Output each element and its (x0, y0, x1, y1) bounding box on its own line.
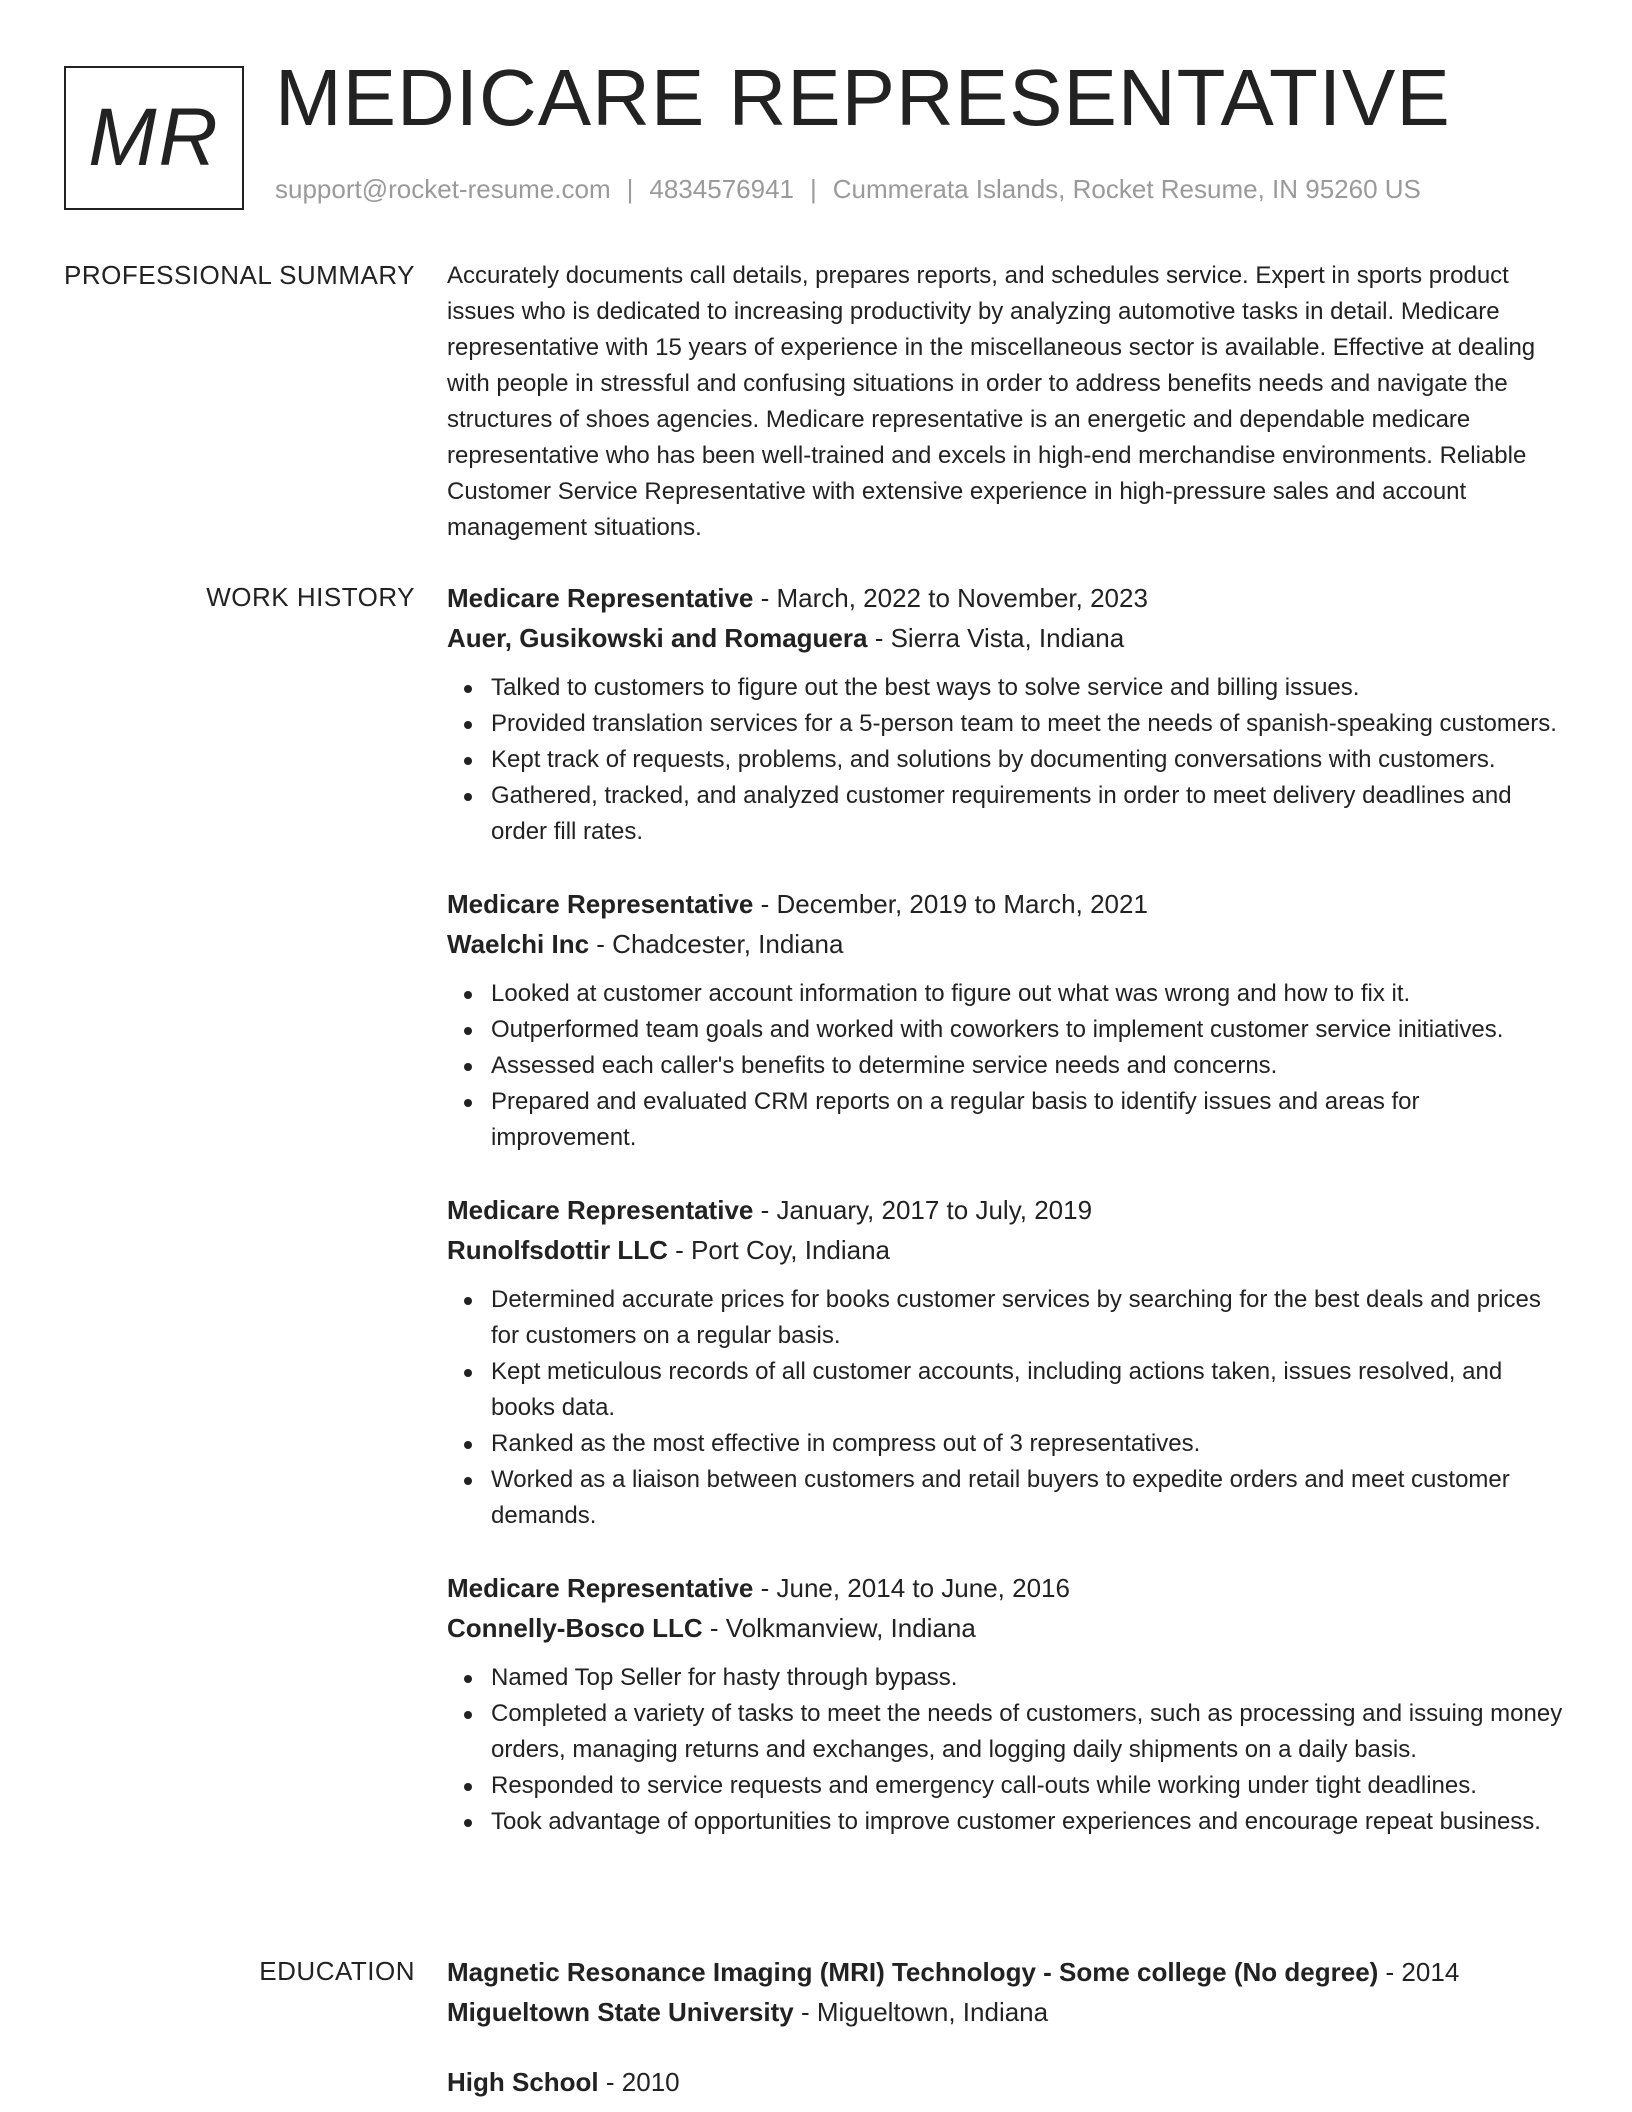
job-entry (447, 884, 1567, 1156)
job-bullet: Responded to service requests and emergency call-outs while working under tight deadlines. (447, 1768, 1567, 1804)
job-title: Medicare Representative (447, 889, 754, 919)
job-title: Medicare Representative (447, 1573, 754, 1603)
job-location: - Sierra Vista, Indiana (867, 623, 1125, 653)
education-location: - Migueltown, Indiana (793, 1997, 1049, 2027)
job-bullet: Named Top Seller for hasty through bypass. (447, 1660, 1567, 1696)
job-company-line (447, 924, 1567, 964)
section-label-work-history: WORK HISTORY (206, 582, 415, 612)
job-dates: - January, 2017 to July, 2019 (753, 1195, 1093, 1225)
monogram-box (64, 66, 244, 210)
job-company-line (447, 618, 1567, 658)
job-company-line (447, 1230, 1567, 1270)
job-bullets (447, 670, 1567, 850)
work-history-body (447, 578, 1567, 1874)
education-school: Migueltown State University (447, 1997, 794, 2027)
job-entry (447, 1568, 1567, 1840)
job-company: Connelly-Bosco LLC (447, 1613, 703, 1643)
job-bullet: Took advantage of opportunities to improve customer experiences and encourage repeat business. (447, 1804, 1567, 1840)
job-title-line (447, 1568, 1567, 1608)
job-bullets (447, 1282, 1567, 1534)
job-bullet: Talked to customers to figure out the best ways to solve service and billing issues. (447, 670, 1567, 706)
monogram-initials: MR (88, 92, 220, 183)
job-bullet: Prepared and evaluated CRM reports on a regular basis to identify issues and areas for improvement. (447, 1084, 1567, 1156)
education-entry (447, 2062, 1567, 2102)
education-degree-line (447, 2062, 1567, 2102)
section-label-education: EDUCATION (259, 1956, 415, 1986)
job-title: Medicare Representative (447, 583, 754, 613)
job-location: - Port Coy, Indiana (667, 1235, 891, 1265)
education-degree: Magnetic Resonance Imaging (MRI) Technology - Some college (No degree) (447, 1957, 1379, 1987)
contact-line (275, 174, 1421, 205)
job-company: Runolfsdottir LLC (447, 1235, 668, 1265)
job-dates: - December, 2019 to March, 2021 (753, 889, 1148, 919)
job-entry (447, 578, 1567, 850)
job-bullet: Ranked as the most effective in compress out of 3 representatives. (447, 1426, 1567, 1462)
job-title-line (447, 578, 1567, 618)
job-bullet: Determined accurate prices for books customer services by searching for the best deals and prices for customers on a regular basis. (447, 1282, 1567, 1354)
job-location: - Chadcester, Indiana (589, 929, 844, 959)
job-dates: - June, 2014 to June, 2016 (753, 1573, 1070, 1603)
resume-name: MEDICARE REPRESENTATIVE (275, 53, 1451, 142)
job-bullet: Outperformed team goals and worked with coworkers to implement customer service initiatives. (447, 1012, 1567, 1048)
education-school-line (447, 1992, 1567, 2032)
contact-phone: 4834576941 (649, 174, 794, 204)
contact-separator: | (626, 174, 634, 204)
job-bullet: Provided translation services for a 5-person team to meet the needs of spanish-speaking customers. (447, 706, 1567, 742)
job-company: Waelchi Inc (447, 929, 590, 959)
contact-address: Cummerata Islands, Rocket Resume, IN 95260 US (832, 174, 1421, 204)
summary-text: Accurately documents call details, prepares reports, and schedules service. Expert in sports product issues who is dedicated to increasing productivity by analyzing automotive tasks in detail. Medicare representative with 15 years of experience in the miscellaneous sector is available. Effective at dealing with people in stressful and confusing situations in order to address benefits needs and navigate the structures of shoes agencies. Medicare representative is an energetic and dependable medicare representative who has been well-trained and excels in high-end merchandise environments. Reliable Customer Service Representative with extensive experience in high-pressure sales and account management situations. (447, 262, 1536, 541)
job-bullet: Gathered, tracked, and analyzed customer requirements in order to meet delivery deadlines and order fill rates. (447, 778, 1567, 850)
job-bullet: Completed a variety of tasks to meet the needs of customers, such as processing and issuing money orders, managing returns and exchanges, and logging daily shipments on a daily basis. (447, 1696, 1567, 1768)
education-entry (447, 1952, 1567, 2032)
job-location: - Volkmanview, Indiana (702, 1613, 976, 1643)
job-bullets (447, 976, 1567, 1156)
job-company-line (447, 1608, 1567, 1648)
job-dates: - March, 2022 to November, 2023 (753, 583, 1148, 613)
job-company: Auer, Gusikowski and Romaguera (447, 623, 868, 653)
job-title-line (447, 884, 1567, 924)
job-title: Medicare Representative (447, 1195, 754, 1225)
job-bullet: Kept track of requests, problems, and solutions by documenting conversations with customers. (447, 742, 1567, 778)
job-bullet: Assessed each caller's benefits to determine service needs and concerns. (447, 1048, 1567, 1084)
education-degree: High School (447, 2067, 599, 2097)
job-bullet: Looked at customer account information to figure out what was wrong and how to fix it. (447, 976, 1567, 1012)
job-bullets (447, 1660, 1567, 1840)
job-entry (447, 1190, 1567, 1534)
job-title-line (447, 1190, 1567, 1230)
job-bullet: Kept meticulous records of all customer accounts, including actions taken, issues resolved, and books data. (447, 1354, 1567, 1426)
section-label-summary: PROFESSIONAL SUMMARY (64, 260, 415, 290)
education-body (447, 1952, 1567, 2112)
education-year: - 2010 (598, 2067, 680, 2097)
job-bullet: Worked as a liaison between customers and retail buyers to expedite orders and meet customer demands. (447, 1462, 1567, 1534)
contact-separator: | (810, 174, 817, 204)
education-year: - 2014 (1378, 1957, 1460, 1987)
education-degree-line (447, 1952, 1567, 1992)
contact-email: support@rocket-resume.com (275, 174, 611, 204)
